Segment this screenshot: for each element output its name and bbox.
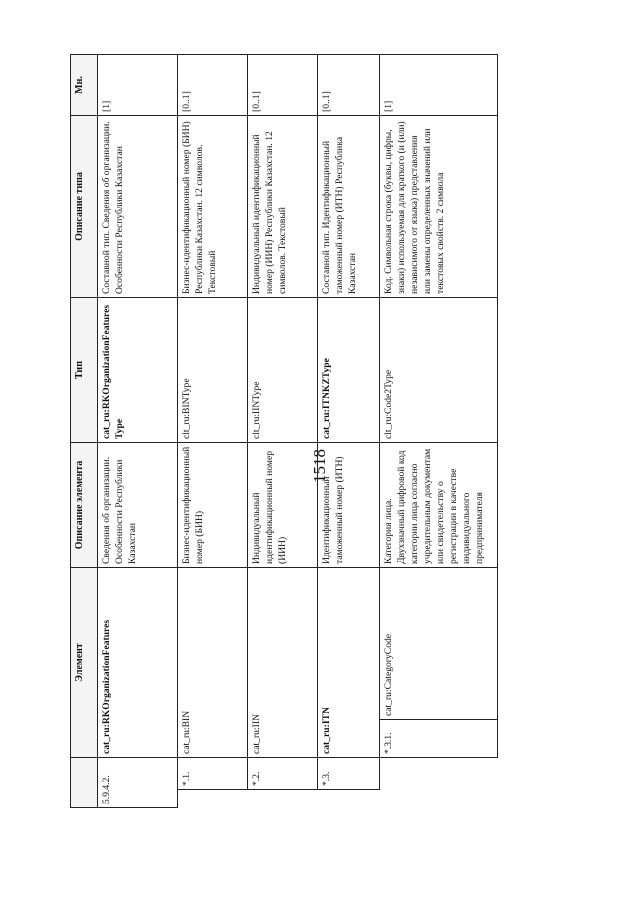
- row-type-description: Индивидуальный идентификационный номер (ИИН) Республики Казахстан. 12 символов. Текстовый: [248, 116, 318, 298]
- row-element: cat_ru:CategoryCode: [380, 568, 498, 720]
- row-indent: [318, 790, 380, 808]
- header-element: Элемент: [71, 568, 98, 758]
- row-type: clt_ru:Code2Type: [380, 298, 498, 443]
- row-indent: [380, 790, 498, 808]
- spec-table: [70, 54, 498, 808]
- row-sub-num: *.3.: [318, 758, 380, 790]
- rotated-table-wrapper: [70, 55, 575, 808]
- row-type-description: Код. Символьная строка (буквы, цифры, знаки) используемая для краткого (и (или) независимого от языка) представления или замены определенных значений или текстовых свойств. 2 символа: [380, 116, 498, 298]
- row-type: cat_ru:RKOrganizationFeaturesType: [98, 298, 178, 443]
- table-header-row: [71, 55, 98, 808]
- row-type-description: Составной тип. Идентификационный таможенный номер (ИТН) Республика Казахстан: [318, 116, 380, 298]
- row-indent: [380, 758, 498, 790]
- row-multiplicity: [0..1]: [178, 55, 248, 116]
- header-description: Описание элемента: [71, 443, 98, 568]
- header-type-description: Описание типа: [71, 116, 98, 298]
- header-num: [71, 758, 98, 808]
- row-type-description: Составной тип. Сведения об организации. Особенности Республики Казахстан: [98, 116, 178, 298]
- row-indent: [248, 790, 318, 808]
- table-row: [380, 55, 498, 808]
- table-row: [318, 55, 380, 808]
- row-description: Идентификационный таможенный номер (ИТН): [318, 443, 380, 568]
- table-row: [248, 55, 318, 808]
- row-element: cat_ru:ITN: [318, 568, 380, 758]
- row-description: Бизнес-идентификационный номер (БИН): [178, 443, 248, 568]
- row-description: Индивидуальный идентификационный номер (ИИН): [248, 443, 318, 568]
- row-sub-num: *.2.: [248, 758, 318, 790]
- row-sub-num: *.3.1.: [380, 720, 498, 758]
- row-multiplicity: [0..1]: [318, 55, 380, 116]
- row-element: cat_ru:IIN: [248, 568, 318, 758]
- row-description: Сведения об организации. Особенности Республики Казахстан: [98, 443, 178, 568]
- row-multiplicity: [1]: [380, 55, 498, 116]
- row-element: cat_ru:RKOrganizationFeatures: [98, 568, 178, 758]
- header-multiplicity: Мн.: [71, 55, 98, 116]
- row-multiplicity: [1]: [98, 55, 178, 116]
- row-indent: [178, 790, 248, 808]
- row-type: clt_ru:IINType: [248, 298, 318, 443]
- row-type: clt_ru:BINType: [178, 298, 248, 443]
- row-type: cat_ru:ITNKZType: [318, 298, 380, 443]
- row-num: 5.9.4.2.: [98, 758, 178, 808]
- row-sub-num: *.1.: [178, 758, 248, 790]
- header-type: Тип: [71, 298, 98, 443]
- page-number: 1518: [310, 449, 329, 483]
- table-row: [98, 55, 178, 808]
- row-element: cat_ru:BIN: [178, 568, 248, 758]
- row-description: Категория лица. Двухзначный цифровой код категории лица согласно учредительным документам или свидетельству о регистрации в качестве индивидуального предпринимателя: [380, 443, 498, 568]
- row-multiplicity: [0..1]: [248, 55, 318, 116]
- table-row: [178, 55, 248, 808]
- row-type-description: Бизнес-идентификационный номер (БИН) Республики Казахстан. 12 символов. Текстовый: [178, 116, 248, 298]
